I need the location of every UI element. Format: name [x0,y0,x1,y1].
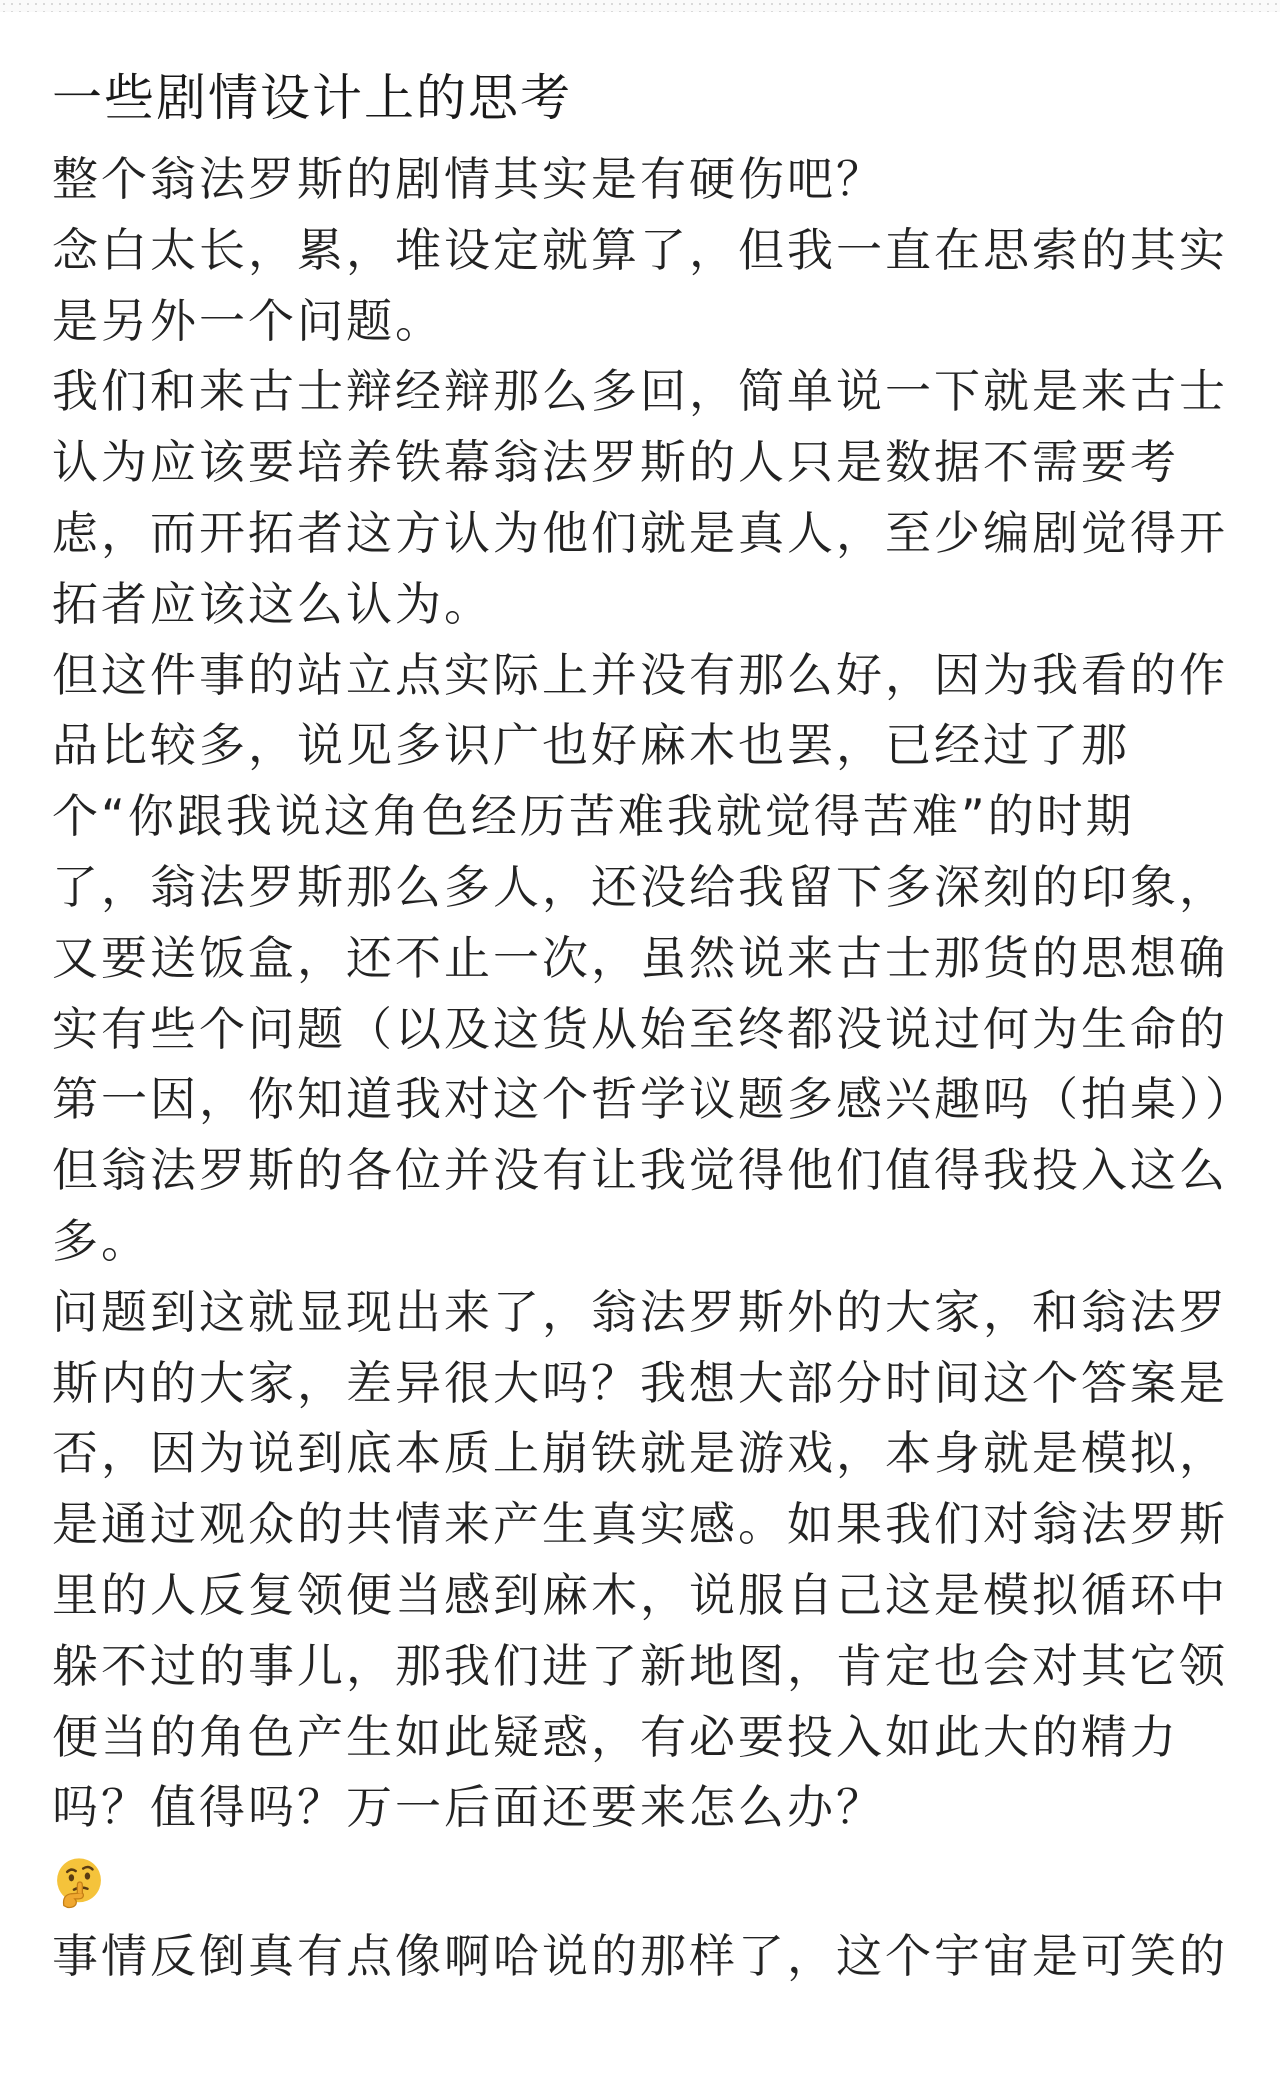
post-paragraph: 问题到这就显现出来了，翁法罗斯外的大家，和翁法罗斯内的大家，差异很大吗？我想大部分时间这个答案是否，因为说到底本质上崩铁就是游戏，本身就是模拟，是通过观众的共情来产生真实感。如果我们对翁法罗斯里的人反复领便当感到麻木，说服自己这是模拟循环中躲不过的事儿，那我们进了新地图，肯定也会对其它领便当的角色产生如此疑惑，有必要投入如此大的精力吗？值得吗？万一后面还要来怎么办？ [52,1284,1228,1835]
top-dotted-divider [0,0,1280,12]
post-paragraph: 事情反倒真有点像啊哈说的那样了，这个宇宙是可笑的 [52,1929,1228,1984]
post-paragraph: 但这件事的站立点实际上并没有那么好，因为我看的作品比较多，说见多识广也好麻木也罢，已经过了那个“你跟我说这角色经历苦难我就觉得苦难”的时期了，翁法罗斯那么多人，还没给我留下多深刻的印象，又要送饭盒，还不止一次，虽然说来古士那货的思想确实有些个问题（以及这货从始至终都没说过何为生命的第一因，你知道我对这个哲学议题多感兴趣吗（拍桌））但翁法罗斯的各位并没有让我觉得他们值得我投入这么多。 [52,647,1231,1268]
post-paragraph: 我们和来古士辩经辩那么多回，简单说一下就是来古士认为应该要培养铁幕翁法罗斯的人只是数据不需要考虑，而开拓者这方认为他们就是真人，至少编剧觉得开拓者应该这么认为。 [52,364,1228,631]
post-article [52,60,1232,1992]
post-paragraph: 整个翁法罗斯的剧情其实是有硬伤吧？ [52,152,885,206]
thinking-face-icon [52,1855,106,1909]
emoji-line [52,1843,1232,1921]
post-paragraph: 念白太长，累，堆设定就算了，但我一直在思索的其实是另外一个问题。 [52,222,1228,348]
post-body [52,144,1232,1992]
post-title: 一些剧情设计上的思考 [52,69,572,127]
